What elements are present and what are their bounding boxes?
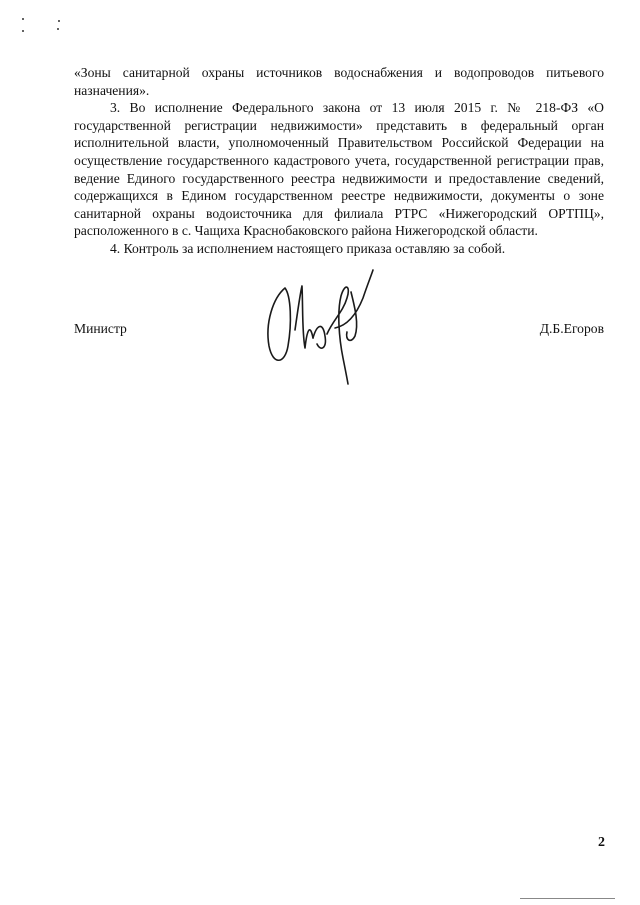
document-body (74, 64, 604, 258)
scan-speck (22, 18, 24, 20)
scan-speck (22, 30, 24, 32)
scan-edge-line (520, 898, 615, 899)
scan-speck (58, 20, 60, 22)
signatory-role: Министр (74, 321, 127, 336)
paragraph-sanitary-zones: «Зоны санитарной охраны источников водоснабжения и водопроводов питьевого назначения». (74, 65, 604, 98)
scan-speck (57, 28, 59, 30)
page-number: 2 (598, 835, 605, 850)
signatory-name: Д.Б.Егоров (539, 321, 604, 336)
paragraph-item-4: 4. Контроль за исполнением настоящего приказа оставляю за собой. (110, 240, 506, 256)
paragraph-item-3: 3. Во исполнение Федерального закона от 13 июля 2015 г. № 218-ФЗ «О государственной регистрации недвижимости» представить в федеральный орган исполнительной власти, уполномоченный Правительством Российской Федерации на осуществление государственного кадастрового учета, государственной регистрации прав, ведение Единого государственного реестра недвижимости и предоставление сведений, содержащихся в Едином государственном реестре недвижимости, документы о зоне санитарной охраны водоисточника для филиала РТРС «Нижегородский ОРТПЦ», расположенного в с. Чащиха Краснобаковского района Нижегородской области. (74, 100, 604, 239)
handwritten-signature-icon (255, 268, 385, 388)
